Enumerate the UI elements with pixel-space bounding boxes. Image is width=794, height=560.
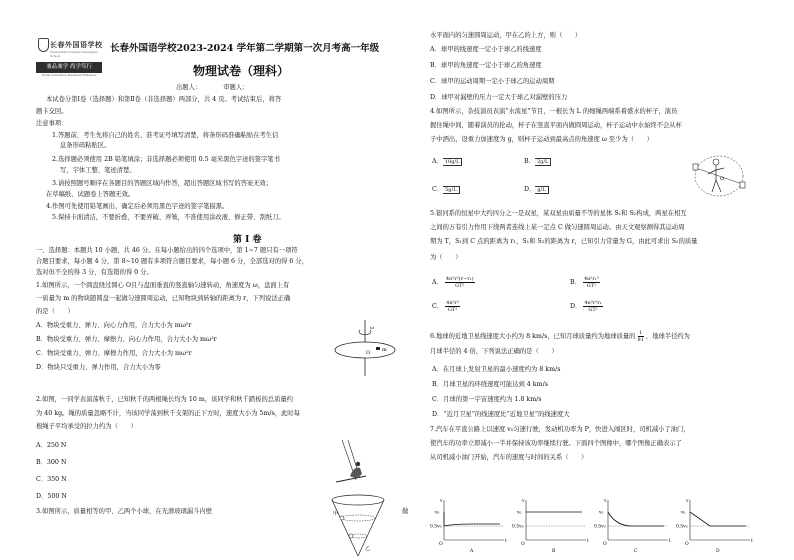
q3-option-d: D．球甲对漏壁的压力一定大于球乙对漏壁的压力 <box>430 94 568 101</box>
q1-option-a: A．物块受重力、弹力、向心力作用，合力大小为 mω²r <box>36 322 192 329</box>
q4-stem-3: 子中洒出，设重力加速度为 g，则杯子运动到最高点的角速度 ω 至少为（ ） <box>430 136 653 143</box>
school-title: 长春外国语学校2023-2024 学年第二学期第一次月考高一年级 <box>110 43 380 54</box>
q1-mass-label: m <box>382 347 387 353</box>
q2-option-c: C．350 N <box>36 476 67 483</box>
section-instructions-2: 合题目要求，每小题 4 分，第 8~10 题有多项符合题目要求，每小题 6 分，全部选对的得 6 分， <box>36 258 309 265</box>
q7-graph-a-label: A <box>470 549 474 554</box>
q2-stem-3: 根绳子平均承受的拉力约为（ ） <box>36 423 137 430</box>
school-logo <box>36 36 106 82</box>
logo-motto: 兼品兼学 尚学笃行 <box>36 62 102 73</box>
q5-stem-1: 5.银河系的恒星中大约四分之一是双星，某双星由质量不等的星体 S₁和 S₂构成，两星在相互 <box>430 210 687 217</box>
q3-ball-jia-label: 甲 <box>333 511 339 517</box>
q5-option-c-denominator: GT² <box>447 307 458 313</box>
q1-omega-label: ω <box>370 325 375 331</box>
q3-option-c: C．球甲的运动周期一定小于球乙的运动周期 <box>430 78 555 85</box>
q7-graph-c-label: C <box>634 549 638 554</box>
q6-option-b: B．月球卫星的环绕速度可能达到 4 km/s <box>432 381 548 388</box>
q7-graph-a-half-v0: 0.5v₀ <box>430 524 442 530</box>
q7-stem-2: 使汽车的功率立即减小一半并保持该功率继续行驶。下面四个图像中，哪个图像正确表示了 <box>430 440 682 447</box>
q1-center-label: O <box>366 350 371 356</box>
q1-stem-2: 一质量为 m 的物块随圆盘一起做匀速圆周运动，已知物块到转轴的距离为 r，下列说法正确 <box>36 295 291 302</box>
q5-option-a <box>432 276 475 289</box>
q4-option-d-value: g/L <box>535 186 548 194</box>
q1-stem-3: 的是（ ） <box>36 308 74 315</box>
q7-graph-c-curve <box>608 512 664 526</box>
authors-line: 出题人： 审题人： <box>176 84 249 91</box>
q1-stem-1: 1.如图所示，一个圆盘绕过圆心 O且与盘面垂直的竖直轴匀速转动，角速度为 ω，盘面上有 <box>36 282 290 289</box>
logo-english-motto: Noble Cultivation Persistent Endeavor <box>41 73 97 77</box>
q6-stem-2: 月球半径的 4 倍，下列说法正确的是（ ） <box>430 348 558 355</box>
q4-stem-2: 握住绳中间，随着演员的抡动，杯子在竖直平面内做圆周运动，杯子运动中水始终不会从杯 <box>430 122 682 129</box>
q2-option-a: A．250 N <box>36 442 67 449</box>
logo-english: Changchun Foreign Languages School <box>50 50 98 58</box>
q5-stem-3: 期为 T，S₁到 C 点的距离为 r₁，S₁和 S₂的距离为 r，已知引力常量为 G，由此可求出 S₂的质量 <box>430 238 698 245</box>
q4-option-d <box>524 186 549 194</box>
q7-graph-d-t-label: t <box>751 539 753 544</box>
q7-graph-d-v-label: v <box>686 499 689 504</box>
q5-option-b-label: B． <box>570 279 581 286</box>
q1-disc-figure <box>330 318 400 378</box>
notice-3: 3.请按照题号顺序在各题目的答题区域内作答，超出答题区域书写的答案无效； <box>52 180 273 187</box>
q5-option-b <box>570 276 600 289</box>
q7-graph-b-half-v0: 0.5v₀ <box>512 524 524 530</box>
q5-option-d <box>570 300 603 313</box>
q3-stem-tail: 做 <box>402 508 409 515</box>
section-instructions-3: 选对但不全的得 3 分，有选错的得 0 分。 <box>36 269 153 276</box>
q5-option-c-numerator: 4π²r³ <box>446 300 460 306</box>
q7-stem-1: 7.汽车在平直公路上以速度 v₀匀速行驶，发动机功率为 P，快进入闹区时，司机减小了油门， <box>430 426 690 433</box>
q2-stem-2: 为 40 kg。绳的质量忽略不计，当该同学荡到秋千支架的正下方时，速度大小为 5m/s，此时每 <box>36 410 300 417</box>
q7-graph-b-t-label: t <box>587 539 589 544</box>
q6-fraction-denominator: 81 <box>637 337 644 343</box>
q7-graph-c-half-v0: 0.5v₀ <box>594 524 606 530</box>
q4-option-b-label: B． <box>524 158 535 165</box>
q5-option-d-numerator: 4π²r²r₁ <box>584 300 602 306</box>
section-instructions-1: 一、选择题：本题共 10 小题，共 46 分。在每小题给出的四个选项中，第 1~7 题只有一项符 <box>36 247 298 254</box>
notice-4: 4.作图可先使用铅笔画出，确定后必须用黑色字迹的签字笔描黑。 <box>46 203 229 210</box>
q7-stem-3: 从司机减小油门开始，汽车的速度与时间的关系（ ） <box>430 454 588 461</box>
q5-stem-2: 之间的万有引力作用下绕两者连线上某一定点 C 做匀速圆周运动。由天文观察测得其运动周 <box>430 224 685 231</box>
q3-option-b: B．球甲的角速度一定小于球乙的角速度 <box>430 62 542 69</box>
notice-2a: 2.选择题必须使用 2B 铅笔填涂；非选择题必须使用 0.5 毫米黑色字迹的签字笔书 <box>52 156 280 163</box>
q4-water-star-figure <box>686 150 752 202</box>
q5-option-a-numerator: 4π²r²(r−r₁) <box>445 276 474 282</box>
q4-option-a-label: A． <box>432 158 443 165</box>
q4-option-c-label: C． <box>432 186 444 193</box>
q4-stem-1: 4.如图所示，杂技演员表演“水流星”节目，一根长为 L 的细绳两端系着盛水的杯子，演员 <box>430 108 678 115</box>
notice-2b: 写，字体工整、笔迹清楚。 <box>60 167 136 174</box>
exam-title: 物理试卷（理科） <box>193 64 290 78</box>
q3-stem-1: 3.如图所示，质量相等的甲、乙两个小球，在光滑玻璃漏斗内壁 <box>36 508 213 515</box>
q7-graph-d-v0: v₀ <box>681 510 686 516</box>
q4-option-c-value: 5g/L <box>443 186 459 194</box>
q6-stem-1-tail: ，地球半径约为 <box>645 333 690 340</box>
notice-1b: 息条形码粘贴区。 <box>60 142 111 149</box>
q6-option-d: D．“近月卫星”的线速度比“近地卫星”的线速度大 <box>432 411 570 418</box>
intro-line-1: 本试卷分第Ⅰ卷（选择题）和第Ⅱ卷（非选择题）两部分，共 4 页。考试结束后，将答 <box>46 96 282 103</box>
q7-graph-d-half-v0: 0.5v₀ <box>676 524 688 530</box>
q1-option-b: B．物块受重力、弹力、摩擦力、向心力作用，合力大小为 mω²r <box>36 336 217 343</box>
q7-graph-c-t-label: t <box>669 539 671 544</box>
notice-heading: 注意事项： <box>36 120 68 127</box>
q3-option-a: A．球甲的线速度一定小于球乙的线速度 <box>430 46 542 53</box>
school-emblem-icon <box>38 38 49 52</box>
q3-stem-2: 水平面内的匀速圆周运动，甲在乙的上方，则（ ） <box>430 32 582 39</box>
q7-graph-c-v0: v₀ <box>599 510 604 516</box>
q3-ball-yi-label: 乙 <box>365 546 371 552</box>
q7-graph-d-curve <box>690 512 746 526</box>
section-title: 第 Ⅰ 卷 <box>233 235 262 245</box>
q2-stem-1: 2.如图，一同学表演荡秋千，已知秋千的两根绳长均为 10 m，该同学和秋千踏板的总质量约 <box>36 396 293 403</box>
notice-3b: 在草稿纸、试题卷上答题无效。 <box>46 191 135 198</box>
q6-option-c: C．月球的第一宇宙速度约为 1.8 km/s <box>432 396 542 403</box>
q4-center-label: O <box>720 176 725 182</box>
q7-graph-b-v-label: v <box>522 499 525 504</box>
q7-graph-d-origin: O <box>685 542 689 547</box>
q7-graph-b-label: B <box>552 549 556 554</box>
q7-graph-d-label: D <box>716 549 720 554</box>
q5-option-c-label: C． <box>432 303 444 310</box>
q4-option-b-value: 2g/L <box>535 158 551 166</box>
q7-graph-a-t-label: t <box>505 539 507 544</box>
q4-option-a <box>432 158 462 166</box>
q1-option-d: D．物块只受重力、弹力作用，合力大小为零 <box>36 364 161 371</box>
q7-graph-c-origin: O <box>603 542 607 547</box>
q4-option-a-value: 10g/L <box>443 158 463 166</box>
q2-q3-figure <box>318 438 398 558</box>
q7-graph-a-origin: O <box>439 542 443 547</box>
q4-option-b <box>524 158 551 166</box>
q7-graph-b-v0: v₀ <box>517 510 522 516</box>
q5-option-b-denominator: GT² <box>586 283 597 289</box>
q6-stem-1 <box>430 330 690 343</box>
intro-line-2: 题卡交回。 <box>36 108 68 115</box>
q4-option-d-label: D． <box>524 186 536 193</box>
notice-5: 5.保持卡面清洁，不要折叠，不要弄破、弄皱，不准使用涂改液、修正带、刮纸刀。 <box>52 214 285 221</box>
q5-option-a-denominator: GT² <box>455 283 465 289</box>
q2-option-d: D．500 N <box>36 493 67 500</box>
q5-option-c <box>432 300 460 313</box>
q1-option-c: C．物块受重力、弹力、摩擦力作用，合力大小为 mω²r <box>36 350 192 357</box>
logo-script: 长春外国语学校 <box>50 40 103 49</box>
q7-graph-c-v-label: v <box>604 499 607 504</box>
q2-option-b: B．300 N <box>36 459 67 466</box>
q5-option-b-numerator: 4π²r₁³ <box>583 276 599 282</box>
q7-graph-a-v-label: v <box>440 499 443 504</box>
q7-graph-b-origin: O <box>521 542 525 547</box>
q7-graphs <box>430 492 760 558</box>
q4-option-c <box>432 186 460 194</box>
notice-1a: 1.答题前，考生先将自己的姓名、准考证号填写清楚，将条形码准确粘贴在考生信 <box>52 132 279 139</box>
q5-option-d-label: D． <box>570 303 582 310</box>
q7-graph-a-v0: v₀ <box>435 510 440 516</box>
q5-option-a-label: A． <box>432 279 443 286</box>
q6-option-a: A．在月球上发射卫星的最小速度约为 8 km/s <box>432 366 561 373</box>
q5-option-d-denominator: GT² <box>588 307 598 313</box>
q6-stem-1-text: 6.地球的近地卫星线速度大小约为 8 km/s，已知月球质量约为地球质量的 <box>430 333 636 340</box>
q5-stem-4: 为（ ） <box>430 254 462 261</box>
q7-graph-a-curve <box>444 512 500 526</box>
q6-fraction-numerator: 1 <box>639 330 643 336</box>
